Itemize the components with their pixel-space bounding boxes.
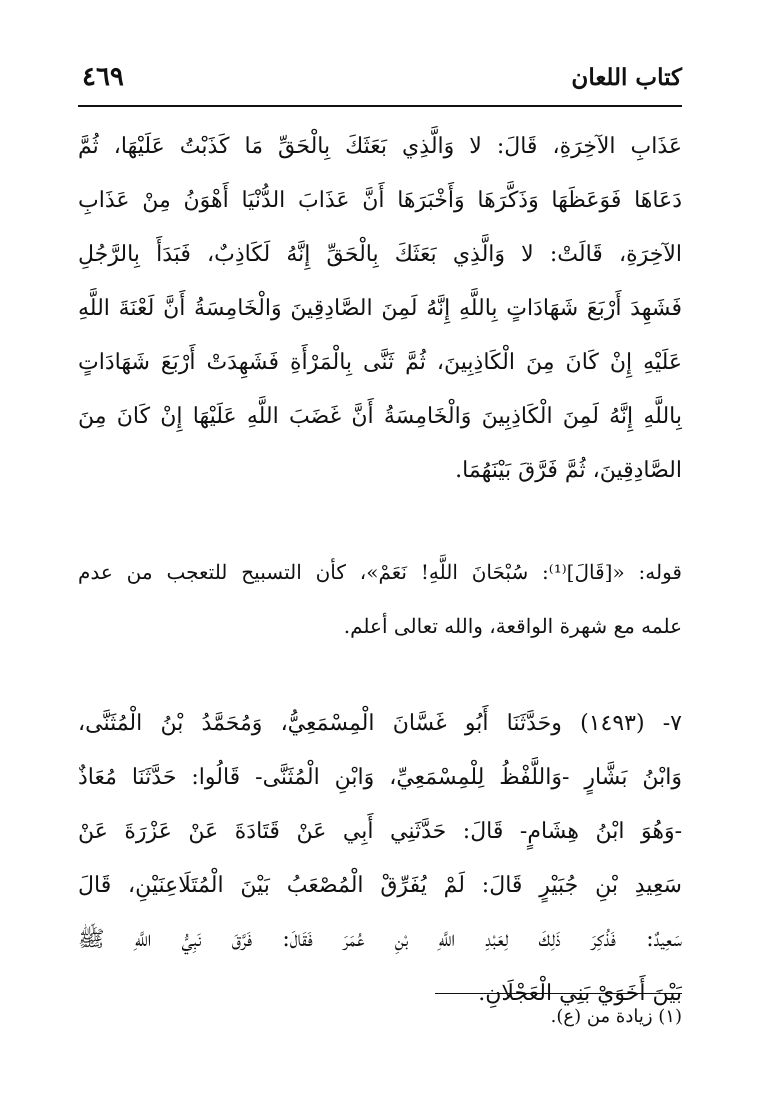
- commentary-line: علمه مع شهرة الواقعة، والله تعالى أعلم.: [343, 614, 682, 638]
- text-line: سَعِيدٌ: فَذُكِرَ ذَلِكَ لِعَبْدِ اللَّهِ بْنِ عُمَرَ فَقَالَ: فَرَّقَ نَبِيُّ اللَّهِ ﷺ: [78, 927, 682, 952]
- commentary-line: قوله: «[قَالَ]⁽¹⁾: سُبْحَانَ اللَّهِ! نَعَمْ»، كأن التسبيح للتعجب من عدم: [78, 560, 682, 584]
- text-line: -وَهُوَ ابْنُ هِشَامٍ- قَالَ: حَدَّثَنِي أَبِي عَنْ قَتَادَةَ عَنْ عَزْرَةَ عَنْ: [78, 819, 682, 844]
- book-title: كتاب اللعان: [571, 64, 682, 91]
- header-divider: [78, 105, 682, 107]
- text-line: ٧- (١٤٩٣) وحَدَّثَنَا أَبُو غَسَّانَ الْمِسْمَعِيُّ، وَمُحَمَّدُ بْنُ الْمُثَنَّى،: [78, 711, 682, 736]
- page-number: ٤٦٩: [82, 62, 124, 92]
- text-line: عَلَيْهِ إِنْ كَانَ مِنَ الْكَاذِبِينَ، ثُمَّ ثَنَّى بِالْمَرْأَةِ فَشَهِدَتْ أَرْبَعَ شَهَادَاتٍ: [78, 350, 682, 375]
- footnote: (١) زيادة من (ع).: [550, 1006, 682, 1027]
- hadith-1493-block: [78, 697, 682, 1021]
- text-line: الصَّادِقِينَ، ثُمَّ فَرَّقَ بَيْنَهُمَا.: [455, 458, 682, 483]
- text-line: بِاللَّهِ إِنَّهُ لَمِنَ الْكَاذِبِينَ وَالْخَامِسَةُ أَنَّ غَضَبَ اللَّهِ عَلَيْهَا إِنْ كَانَ مِنَ: [78, 404, 682, 429]
- text-line: وَابْنُ بَشَّارٍ -وَاللَّفْظُ لِلْمِسْمَعِيِّ، وَابْنِ الْمُثَنَّى- قَالُوا: حَدَّثَنَا مُعَاذٌ: [78, 765, 682, 790]
- text-line: عَذَابِ الآخِرَةِ، قَالَ: لا وَالَّذِي بَعَثَكَ بِالْحَقِّ مَا كَذَبْتُ عَلَيْهَا، ثُمَّ: [78, 134, 682, 159]
- text-line: فَشَهِدَ أَرْبَعَ شَهَادَاتٍ بِاللَّهِ إِنَّهُ لَمِنَ الصَّادِقِينَ وَالْخَامِسَةُ أَنَّ لَعْنَةَ اللَّهِ: [78, 296, 682, 321]
- footnote-divider: [435, 993, 682, 994]
- text-line: سَعِيدِ بْنِ جُبَيْرٍ قَالَ: لَمْ يُفَرِّقْ الْمُصْعَبُ بَيْنَ الْمُتَلَاعِنَيْنِ، قَالَ: [78, 873, 682, 898]
- text-line: دَعَاهَا فَوَعَظَهَا وَذَكَّرَهَا وَأَخْبَرَهَا أَنَّ عَذَابَ الدُّنْيَا أَهْوَنُ مِنْ عَذَابِ: [78, 188, 682, 213]
- hadith-text-block: [78, 120, 682, 498]
- page-header: [78, 60, 682, 104]
- text-line: بَيْنَ أَخَوَيْ بَنِي الْعَجْلَانِ.: [478, 981, 682, 1006]
- commentary-block: [78, 545, 682, 653]
- text-line: الآخِرَةِ، قَالَتْ: لا وَالَّذِي بَعَثَكَ بِالْحَقِّ إِنَّهُ لَكَاذِبٌ، فَبَدَأَ بِالرَّجُلِ: [78, 242, 682, 267]
